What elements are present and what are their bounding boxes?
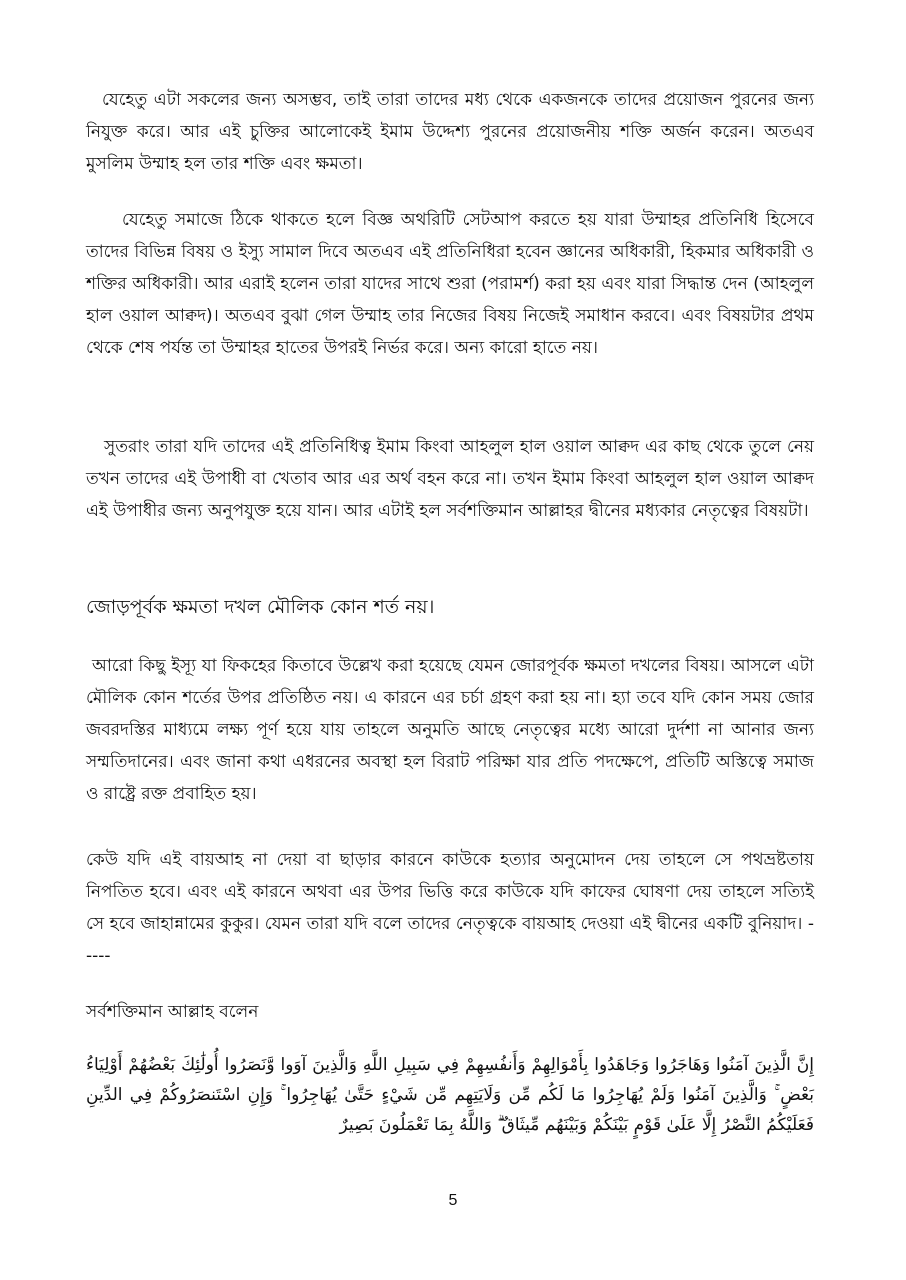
page-number: 5 xyxy=(448,1192,458,1209)
section-heading: জোড়পূর্বক ক্ষমতা দখল মৌলিক কোন শর্ত নয়। xyxy=(86,596,435,618)
paragraph-3: সুতরাং তারা যদি তাদের এই প্রতিনিধিত্ব ইমাম কিংবা আহলুল হাল ওয়াল আক্বদ এর কাছ থেকে তুলে নেয় তখন তাদের এই উপাধী বা খেতাব আর এর অর্থ বহন করে না। তখন ইমাম কিংবা আহলুল হাল ওয়াল আক্বদ এই উপাধীর জন্য অনুপযুক্ত হয়ে যান। আর এটাই হল সর্বশক্তিমান আল্লাহর দ্বীনের মধ্যকার নেতৃত্বের বিষয়টা। xyxy=(86,437,814,521)
arabic-verse: إِنَّ الَّذِينَ آمَنُوا وَهَاجَرُوا وَجَاهَدُوا بِأَمْوَالِهِمْ وَأَنفُسِهِمْ فِي سَبِيلِ اللَّهِ وَالَّذِينَ آوَوا وَّنَصَرُوا أُولَٰئِكَ بَعْضُهُمْ أَوْلِيَاءُ بَعْضٍ ۚ وَالَّذِينَ آمَنُوا وَلَمْ يُهَاجِرُوا مَا لَكُم مِّن وَلَايَتِهِم مِّن شَيْءٍ حَتَّىٰ يُهَاجِرُوا ۚ وَإِنِ اسْتَنصَرُوكُمْ فِي الدِّينِ فَعَلَيْكُمُ النَّصْرُ إِلَّا عَلَىٰ قَوْمٍ بَيْنَكُمْ وَبَيْنَهُم مِّيثَاقٌ ۗ وَاللَّهُ بِمَا تَعْمَلُونَ بَصِيرٌ xyxy=(86,1055,814,1135)
paragraph-4: আরো কিছু ইস্যূ যা ফিকহের কিতাবে উল্লেখ করা হয়েছে যেমন জোরপূর্বক ক্ষমতা দখলের বিষয়। আসলে এটা মৌলিক কোন শর্তের উপর প্রতিষ্ঠিত নয়। এ কারনে এর চর্চা গ্রহণ করা হয় না। হ্যা তবে যদি কোন সময় জোর জবরদস্তির মাধ্যমে লক্ষ্য পূর্ণ হয়ে যায় তাহলে অনুমতি আছে নেতৃত্বের মধ্যে আরো দুর্দশা না আনার জন্য সম্মতিদানের। এবং জানা কথা এধরনের অবস্থা হল বিরাট পরিক্ষা যার প্রতি পদক্ষেপে, প্রতিটি অস্তিত্বে সমাজ ও রাষ্ট্রে রক্ত প্রবাহিত হয়। xyxy=(86,656,814,804)
paragraph-2: যেহেতু সমাজে ঠিকে থাকতে হলে বিজ্ঞ অথরিটি সেটআপ করতে হয় যারা উম্মাহর প্রতিনিধি হিসেবে তাদের বিভিন্ন বিষয় ও ইস্যু সামাল দিবে অতএব এই প্রতিনিধিরা হবেন জ্ঞানের অধিকারী, হিকমার অধিকারী ও শক্তির অধিকারী। আর এরাই হলেন তারা যাদের সাথে শুরা (পরামর্শ) করা হয় এবং যারা সিদ্ধান্ত দেন (আহলুল হাল ওয়াল আক্বদ)। অতএব বুঝা গেল উম্মাহ তার নিজের বিষয় নিজেই সমাধান করবে। এবং বিষয়টার প্রথম থেকে শেষ পর্যন্ত তা উম্মাহর হাতের উপরই নির্ভর করে। অন্য কারো হাতে নয়। xyxy=(86,210,814,358)
paragraph-5: কেউ যদি এই বায়আহ না দেয়া বা ছাড়ার কারনে কাউকে হত্যার অনুমোদন দেয় তাহলে সে পথভ্রষ্টতায় নিপতিত হবে। এবং এই কারনে অথবা এর উপর ভিত্তি করে কাউকে যদি কাফের ঘোষণা দেয় তাহলে সত্যিই সে হবে জাহান্নামের কুকুর। যেমন তারা যদি বলে তাদের নেতৃত্বকে বায়আহ দেওয়া এই দ্বীনের একটি বুনিয়াদ। ----- xyxy=(86,850,814,966)
paragraph-1: যেহেতু এটা সকলের জন্য অসম্ভব, তাই তারা তাদের মধ্য থেকে একজনকে তাদের প্রয়োজন পুরনের জন্য নিযুক্ত করে। আর এই চুক্তির আলোকেই ইমাম উদ্দেশ্য পুরনের প্রয়োজনীয় শক্তি অর্জন করেন। অতএব মুসলিম উম্মাহ হল তার শক্তি এবং ক্ষমতা। xyxy=(86,90,814,174)
quote-intro: সর্বশক্তিমান আল্লাহ বলেন xyxy=(86,1002,259,1022)
